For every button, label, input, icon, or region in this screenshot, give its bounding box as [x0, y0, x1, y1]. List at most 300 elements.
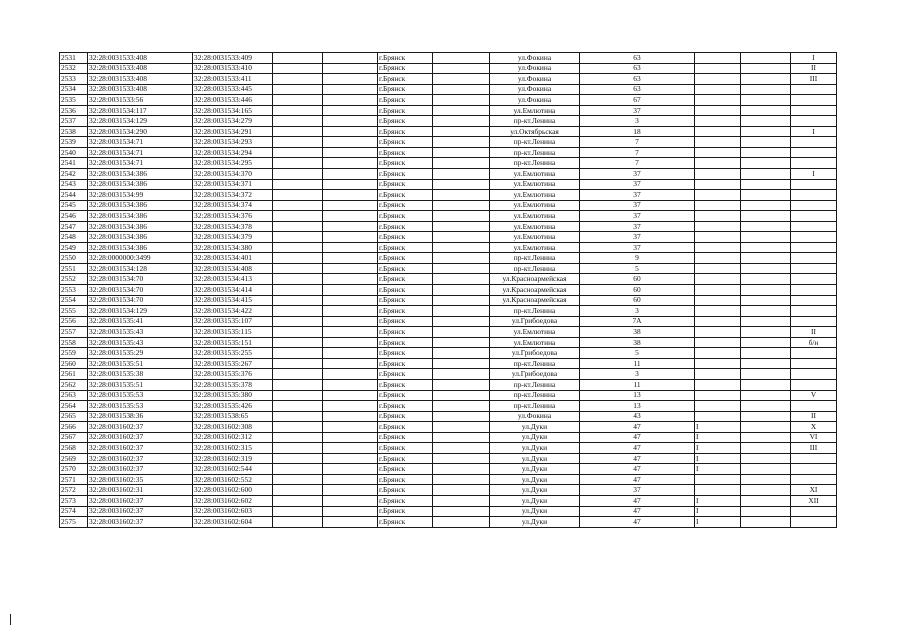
- cell-mark: [791, 232, 837, 243]
- cell-street: ул.Емлютина: [490, 105, 580, 116]
- cell-empty: [433, 285, 490, 296]
- table-row: [60, 211, 885, 222]
- cell-empty: [273, 390, 323, 401]
- cell-parent: 32:28:0031534:386: [88, 232, 193, 243]
- cell-bld: [695, 369, 741, 380]
- cell-empty: [741, 232, 791, 243]
- cell-house: 37: [580, 105, 695, 116]
- cell-no: 2570: [60, 464, 88, 475]
- cell-empty: [273, 84, 323, 95]
- cell-mark: [791, 316, 837, 327]
- cell-empty: [741, 137, 791, 148]
- cell-house: 60: [580, 285, 695, 296]
- cell-bld: [695, 274, 741, 285]
- cell-house: 37: [580, 211, 695, 222]
- cell-no: 2536: [60, 105, 88, 116]
- cell-city: г.Брянск: [378, 190, 433, 201]
- table-row: [60, 369, 885, 380]
- table-row: [60, 263, 885, 274]
- table-row: [60, 200, 885, 211]
- cell-mark: [791, 295, 837, 306]
- cell-empty: [741, 464, 791, 475]
- cell-house: 63: [580, 53, 695, 64]
- cell-street: ул.Емлютина: [490, 337, 580, 348]
- table-row: [60, 105, 885, 116]
- cell-cad: 32:28:0031535:426: [193, 401, 273, 412]
- cell-empty: [433, 74, 490, 85]
- cell-empty: [741, 506, 791, 517]
- cell-no: 2538: [60, 126, 88, 137]
- cell-mark: [791, 147, 837, 158]
- cell-city: г.Брянск: [378, 74, 433, 85]
- cell-cad: 32:28:0031534:372: [193, 190, 273, 201]
- cell-street: ул.Грибоедова: [490, 348, 580, 359]
- table-row: [60, 495, 885, 506]
- cell-house: 37: [580, 485, 695, 496]
- cell-empty: [433, 369, 490, 380]
- cell-empty: [741, 84, 791, 95]
- table-row: [60, 190, 885, 201]
- cell-city: г.Брянск: [378, 348, 433, 359]
- cell-city: г.Брянск: [378, 295, 433, 306]
- cell-empty: [323, 105, 378, 116]
- cell-house: 37: [580, 200, 695, 211]
- cell-street: ул.Дуки: [490, 495, 580, 506]
- cell-mark: [791, 158, 837, 169]
- cell-mark: II: [791, 327, 837, 338]
- cell-empty: [273, 485, 323, 496]
- cell-empty: [323, 74, 378, 85]
- cell-empty: [433, 390, 490, 401]
- cell-house: 3: [580, 369, 695, 380]
- cell-house: 7: [580, 158, 695, 169]
- cell-street: ул.Красноармейская: [490, 274, 580, 285]
- cell-parent: 32:28:0031602:31: [88, 485, 193, 496]
- cell-empty: [273, 158, 323, 169]
- cell-empty: [323, 253, 378, 264]
- cell-mark: [791, 242, 837, 253]
- cell-house: 11: [580, 379, 695, 390]
- table-row: [60, 285, 885, 296]
- cell-house: 47: [580, 474, 695, 485]
- cell-cad: 32:28:0031534:295: [193, 158, 273, 169]
- cell-house: 47: [580, 443, 695, 454]
- cell-parent: 32:28:0031534:99: [88, 190, 193, 201]
- cell-bld: [695, 411, 741, 422]
- cell-empty: [323, 211, 378, 222]
- cell-empty: [433, 495, 490, 506]
- cell-empty: [741, 369, 791, 380]
- cell-no: 2563: [60, 390, 88, 401]
- table-row: [60, 274, 885, 285]
- cell-empty: [273, 506, 323, 517]
- cell-cad: 32:28:0031535:380: [193, 390, 273, 401]
- cell-no: 2540: [60, 147, 88, 158]
- cell-bld: I: [695, 422, 741, 433]
- cell-empty: [273, 253, 323, 264]
- cell-empty: [273, 474, 323, 485]
- cell-empty: [273, 401, 323, 412]
- cell-parent: 32:28:0031602:37: [88, 517, 193, 528]
- cell-empty: [433, 358, 490, 369]
- cell-bld: [695, 95, 741, 106]
- cell-street: ул.Фокина: [490, 95, 580, 106]
- cell-bld: [695, 390, 741, 401]
- cell-street: ул.Грибоедова: [490, 316, 580, 327]
- cell-empty: [273, 517, 323, 528]
- cell-empty: [273, 221, 323, 232]
- cell-cad: 32:28:0031534:415: [193, 295, 273, 306]
- cell-empty: [323, 95, 378, 106]
- cell-empty: [323, 221, 378, 232]
- cell-empty: [323, 474, 378, 485]
- cell-parent: 32:28:0031534:70: [88, 285, 193, 296]
- cell-no: 2541: [60, 158, 88, 169]
- cell-parent: 32:28:0031534:71: [88, 158, 193, 169]
- cell-mark: V: [791, 390, 837, 401]
- cell-empty: [433, 485, 490, 496]
- cell-house: 47: [580, 495, 695, 506]
- cell-city: г.Брянск: [378, 379, 433, 390]
- cell-bld: [695, 358, 741, 369]
- cell-mark: [791, 200, 837, 211]
- cell-empty: [741, 169, 791, 180]
- cell-house: 37: [580, 232, 695, 243]
- cell-house: 60: [580, 274, 695, 285]
- cell-cad: 32:28:0031602:319: [193, 453, 273, 464]
- cell-street: пр-кт.Ленина: [490, 263, 580, 274]
- cell-cad: 32:28:0031534:422: [193, 306, 273, 317]
- cell-cad: 32:28:0031602:600: [193, 485, 273, 496]
- cell-empty: [741, 105, 791, 116]
- margin-mark: [10, 614, 11, 625]
- cell-cad: 32:28:0031534:401: [193, 253, 273, 264]
- cell-bld: [695, 337, 741, 348]
- cell-empty: [273, 95, 323, 106]
- cell-city: г.Брянск: [378, 95, 433, 106]
- cadastral-register-table: [59, 52, 885, 528]
- cell-empty: [323, 485, 378, 496]
- cell-house: 38: [580, 337, 695, 348]
- cell-empty: [323, 147, 378, 158]
- cell-empty: [433, 126, 490, 137]
- cell-bld: [695, 263, 741, 274]
- table-row: [60, 390, 885, 401]
- table-row: [60, 401, 885, 412]
- cell-city: г.Брянск: [378, 401, 433, 412]
- cell-house: 38: [580, 327, 695, 338]
- cell-street: пр-кт.Ленина: [490, 158, 580, 169]
- cell-mark: [791, 506, 837, 517]
- cell-empty: [433, 263, 490, 274]
- cell-empty: [741, 116, 791, 127]
- cell-empty: [273, 358, 323, 369]
- cell-empty: [323, 232, 378, 243]
- cell-bld: [695, 126, 741, 137]
- cell-empty: [741, 453, 791, 464]
- cell-empty: [741, 95, 791, 106]
- cell-parent: 32:28:0031602:37: [88, 453, 193, 464]
- cell-empty: [273, 306, 323, 317]
- cell-empty: [433, 453, 490, 464]
- cell-empty: [323, 358, 378, 369]
- cell-bld: I: [695, 517, 741, 528]
- cell-city: г.Брянск: [378, 274, 433, 285]
- cell-no: 2565: [60, 411, 88, 422]
- cell-cad: 32:28:0031602:552: [193, 474, 273, 485]
- cell-empty: [273, 316, 323, 327]
- cell-city: г.Брянск: [378, 53, 433, 64]
- cell-empty: [323, 401, 378, 412]
- cell-city: г.Брянск: [378, 285, 433, 296]
- cell-city: г.Брянск: [378, 390, 433, 401]
- cell-cad: 32:28:0031534:378: [193, 221, 273, 232]
- cell-house: 37: [580, 179, 695, 190]
- table-row: [60, 348, 885, 359]
- cell-house: 37: [580, 169, 695, 180]
- cell-city: г.Брянск: [378, 242, 433, 253]
- cell-house: 63: [580, 63, 695, 74]
- cell-parent: 32:28:0031535:38: [88, 369, 193, 380]
- cell-city: г.Брянск: [378, 158, 433, 169]
- cell-cad: 32:28:0031533:445: [193, 84, 273, 95]
- table-row: [60, 221, 885, 232]
- cell-empty: [741, 263, 791, 274]
- cell-empty: [273, 211, 323, 222]
- cell-house: 11: [580, 358, 695, 369]
- cell-parent: 32:28:0031533:56: [88, 95, 193, 106]
- cell-empty: [741, 190, 791, 201]
- cell-empty: [273, 232, 323, 243]
- cell-empty: [433, 337, 490, 348]
- cell-empty: [741, 390, 791, 401]
- cell-city: г.Брянск: [378, 179, 433, 190]
- cell-no: 2572: [60, 485, 88, 496]
- cell-empty: [741, 158, 791, 169]
- cell-empty: [273, 63, 323, 74]
- cell-no: 2546: [60, 211, 88, 222]
- cell-city: г.Брянск: [378, 84, 433, 95]
- cell-city: г.Брянск: [378, 453, 433, 464]
- cell-house: 7А: [580, 316, 695, 327]
- cell-empty: [273, 74, 323, 85]
- cell-mark: [791, 95, 837, 106]
- cell-bld: I: [695, 506, 741, 517]
- cell-no: 2566: [60, 422, 88, 433]
- cell-bld: [695, 306, 741, 317]
- cell-mark: [791, 274, 837, 285]
- cell-cad: 32:28:0031534:370: [193, 169, 273, 180]
- cell-empty: [433, 443, 490, 454]
- cell-parent: 32:28:0031534:70: [88, 274, 193, 285]
- cell-house: 5: [580, 263, 695, 274]
- cell-house: 9: [580, 253, 695, 264]
- cell-bld: [695, 137, 741, 148]
- cell-empty: [741, 74, 791, 85]
- cell-parent: 32:28:0031535:51: [88, 358, 193, 369]
- cell-empty: [433, 147, 490, 158]
- cell-mark: б/н: [791, 337, 837, 348]
- cell-mark: X: [791, 422, 837, 433]
- cell-mark: [791, 211, 837, 222]
- cell-mark: [791, 369, 837, 380]
- cell-house: 13: [580, 390, 695, 401]
- cell-street: пр-кт.Ленина: [490, 116, 580, 127]
- table-row: [60, 517, 885, 528]
- cell-house: 47: [580, 506, 695, 517]
- cell-empty: [323, 200, 378, 211]
- cell-empty: [741, 432, 791, 443]
- cell-empty: [323, 190, 378, 201]
- cell-city: г.Брянск: [378, 474, 433, 485]
- cell-parent: 32:28:0031535:29: [88, 348, 193, 359]
- cell-cad: 32:28:0031534:293: [193, 137, 273, 148]
- cell-empty: [741, 443, 791, 454]
- cell-empty: [273, 274, 323, 285]
- cell-empty: [741, 147, 791, 158]
- cell-parent: 32:28:0031534:129: [88, 306, 193, 317]
- cell-empty: [741, 401, 791, 412]
- table-row: [60, 295, 885, 306]
- cell-house: 63: [580, 74, 695, 85]
- table-row: [60, 158, 885, 169]
- cell-street: пр-кт.Ленина: [490, 137, 580, 148]
- table-row: [60, 84, 885, 95]
- cell-empty: [741, 517, 791, 528]
- cell-empty: [323, 116, 378, 127]
- cell-no: 2542: [60, 169, 88, 180]
- cell-house: 37: [580, 190, 695, 201]
- cell-house: 47: [580, 464, 695, 475]
- cell-mark: [791, 379, 837, 390]
- table-row: [60, 137, 885, 148]
- cell-mark: [791, 474, 837, 485]
- cell-city: г.Брянск: [378, 517, 433, 528]
- cell-mark: [791, 401, 837, 412]
- table-row: [60, 411, 885, 422]
- table-row: [60, 95, 885, 106]
- cell-mark: II: [791, 63, 837, 74]
- cell-no: 2552: [60, 274, 88, 285]
- cell-empty: [433, 411, 490, 422]
- cell-street: ул.Фокина: [490, 411, 580, 422]
- cell-city: г.Брянск: [378, 169, 433, 180]
- cell-no: 2544: [60, 190, 88, 201]
- cell-empty: [741, 53, 791, 64]
- cell-street: ул.Емлютина: [490, 179, 580, 190]
- cell-mark: [791, 453, 837, 464]
- table-row: [60, 443, 885, 454]
- cell-empty: [433, 506, 490, 517]
- cell-mark: [791, 116, 837, 127]
- cell-no: 2562: [60, 379, 88, 390]
- table-row: [60, 306, 885, 317]
- cell-cad: 32:28:0031533:411: [193, 74, 273, 85]
- cell-street: ул.Грибоедова: [490, 369, 580, 380]
- cell-city: г.Брянск: [378, 63, 433, 74]
- table-row: [60, 506, 885, 517]
- cell-cad: 32:28:0031602:315: [193, 443, 273, 454]
- cell-empty: [433, 348, 490, 359]
- table-row: [60, 169, 885, 180]
- cell-bld: I: [695, 453, 741, 464]
- cell-city: г.Брянск: [378, 443, 433, 454]
- cell-empty: [323, 285, 378, 296]
- cell-mark: [791, 306, 837, 317]
- table-row: [60, 116, 885, 127]
- cell-street: ул.Дуки: [490, 422, 580, 433]
- cell-empty: [323, 390, 378, 401]
- cell-empty: [273, 190, 323, 201]
- cell-empty: [741, 285, 791, 296]
- cell-bld: [695, 221, 741, 232]
- cell-bld: [695, 169, 741, 180]
- cell-no: 2549: [60, 242, 88, 253]
- table-row: [60, 337, 885, 348]
- cell-empty: [273, 337, 323, 348]
- cell-empty: [741, 253, 791, 264]
- cell-mark: XII: [791, 495, 837, 506]
- cell-cad: 32:28:0031602:312: [193, 432, 273, 443]
- cell-empty: [433, 327, 490, 338]
- cell-street: ул.Фокина: [490, 63, 580, 74]
- cell-bld: I: [695, 495, 741, 506]
- cell-empty: [323, 84, 378, 95]
- table-row: [60, 242, 885, 253]
- cell-empty: [741, 63, 791, 74]
- cell-empty: [323, 348, 378, 359]
- cell-empty: [741, 422, 791, 433]
- cell-no: 2554: [60, 295, 88, 306]
- cell-bld: [695, 348, 741, 359]
- cell-city: г.Брянск: [378, 337, 433, 348]
- cell-city: г.Брянск: [378, 211, 433, 222]
- cell-empty: [273, 379, 323, 390]
- cell-house: 5: [580, 348, 695, 359]
- cell-no: 2551: [60, 263, 88, 274]
- table-row: [60, 63, 885, 74]
- cell-parent: 32:28:0031533:408: [88, 53, 193, 64]
- cell-empty: [741, 327, 791, 338]
- cell-no: 2532: [60, 63, 88, 74]
- cell-empty: [741, 337, 791, 348]
- cell-parent: 32:28:0031602:35: [88, 474, 193, 485]
- cell-no: 2560: [60, 358, 88, 369]
- cell-cad: 32:28:0031535:151: [193, 337, 273, 348]
- cell-empty: [433, 137, 490, 148]
- cell-empty: [323, 464, 378, 475]
- cell-empty: [273, 242, 323, 253]
- cell-empty: [323, 379, 378, 390]
- cell-cad: 32:28:0031602:308: [193, 422, 273, 433]
- cell-empty: [741, 179, 791, 190]
- cell-city: г.Брянск: [378, 116, 433, 127]
- cell-empty: [323, 263, 378, 274]
- cell-bld: [695, 84, 741, 95]
- cell-empty: [433, 295, 490, 306]
- cell-no: 2573: [60, 495, 88, 506]
- cell-cad: 32:28:0031534:376: [193, 211, 273, 222]
- cell-parent: 32:28:0031534:386: [88, 200, 193, 211]
- cell-empty: [273, 443, 323, 454]
- cell-street: ул.Дуки: [490, 464, 580, 475]
- table-row: [60, 474, 885, 485]
- cell-empty: [323, 411, 378, 422]
- table-row: [60, 379, 885, 390]
- cell-street: пр-кт.Ленина: [490, 401, 580, 412]
- cell-no: 2561: [60, 369, 88, 380]
- cell-empty: [433, 169, 490, 180]
